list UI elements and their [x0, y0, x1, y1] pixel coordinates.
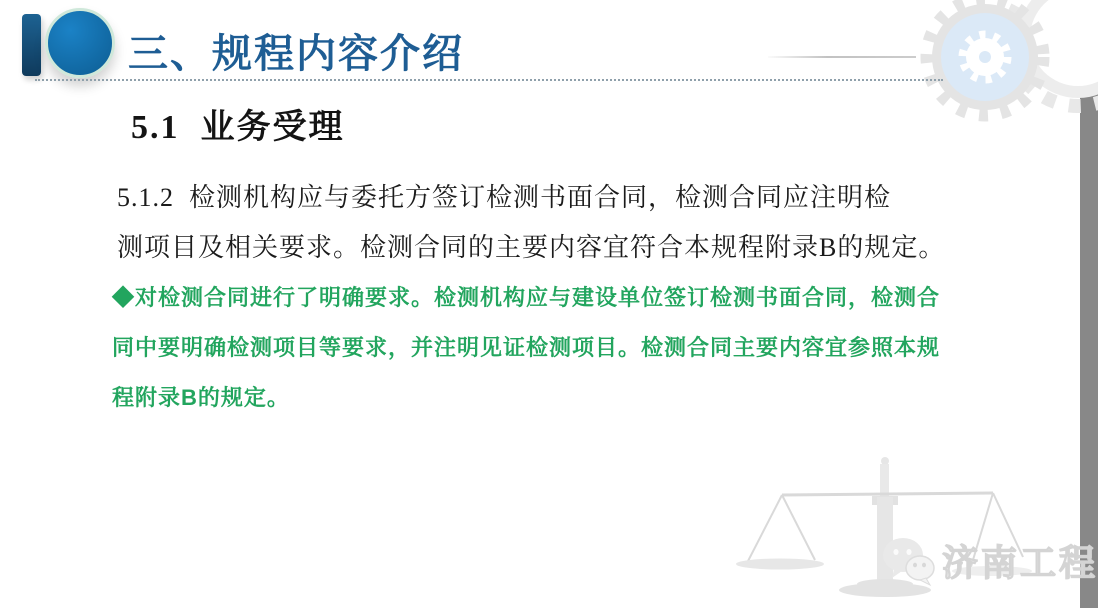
- note-line: 同中要明确检测项目等要求，并注明见证检测项目。检测合同主要内容宜参照本规: [112, 335, 941, 360]
- note-line: ◆对检测合同进行了明确要求。检测机构应与建设单位签订检测书面合同，检测合: [112, 285, 941, 310]
- thin-divider: [768, 56, 916, 58]
- page-title: 三、规程内容介绍: [128, 32, 464, 76]
- wechat-bubbles-icon: [882, 536, 936, 586]
- logo-bar: [22, 14, 41, 76]
- gear-icon: [900, 0, 1080, 135]
- paragraph-line: 5.1.2 检测机构应与委托方签订检测书面合同，检测合同应注明检: [117, 183, 892, 212]
- paragraph-line: 测项目及相关要求。检测合同的主要内容宜符合本规程附录B的规定。: [117, 233, 946, 262]
- note-line: 程附录B的规定。: [112, 385, 290, 410]
- watermark: [882, 535, 1098, 586]
- watermark-text: 济南工程: [942, 542, 1098, 583]
- logo-circle-icon: [45, 8, 115, 78]
- section-heading: 5.1 业务受理: [131, 109, 345, 146]
- dotted-divider: [35, 79, 943, 81]
